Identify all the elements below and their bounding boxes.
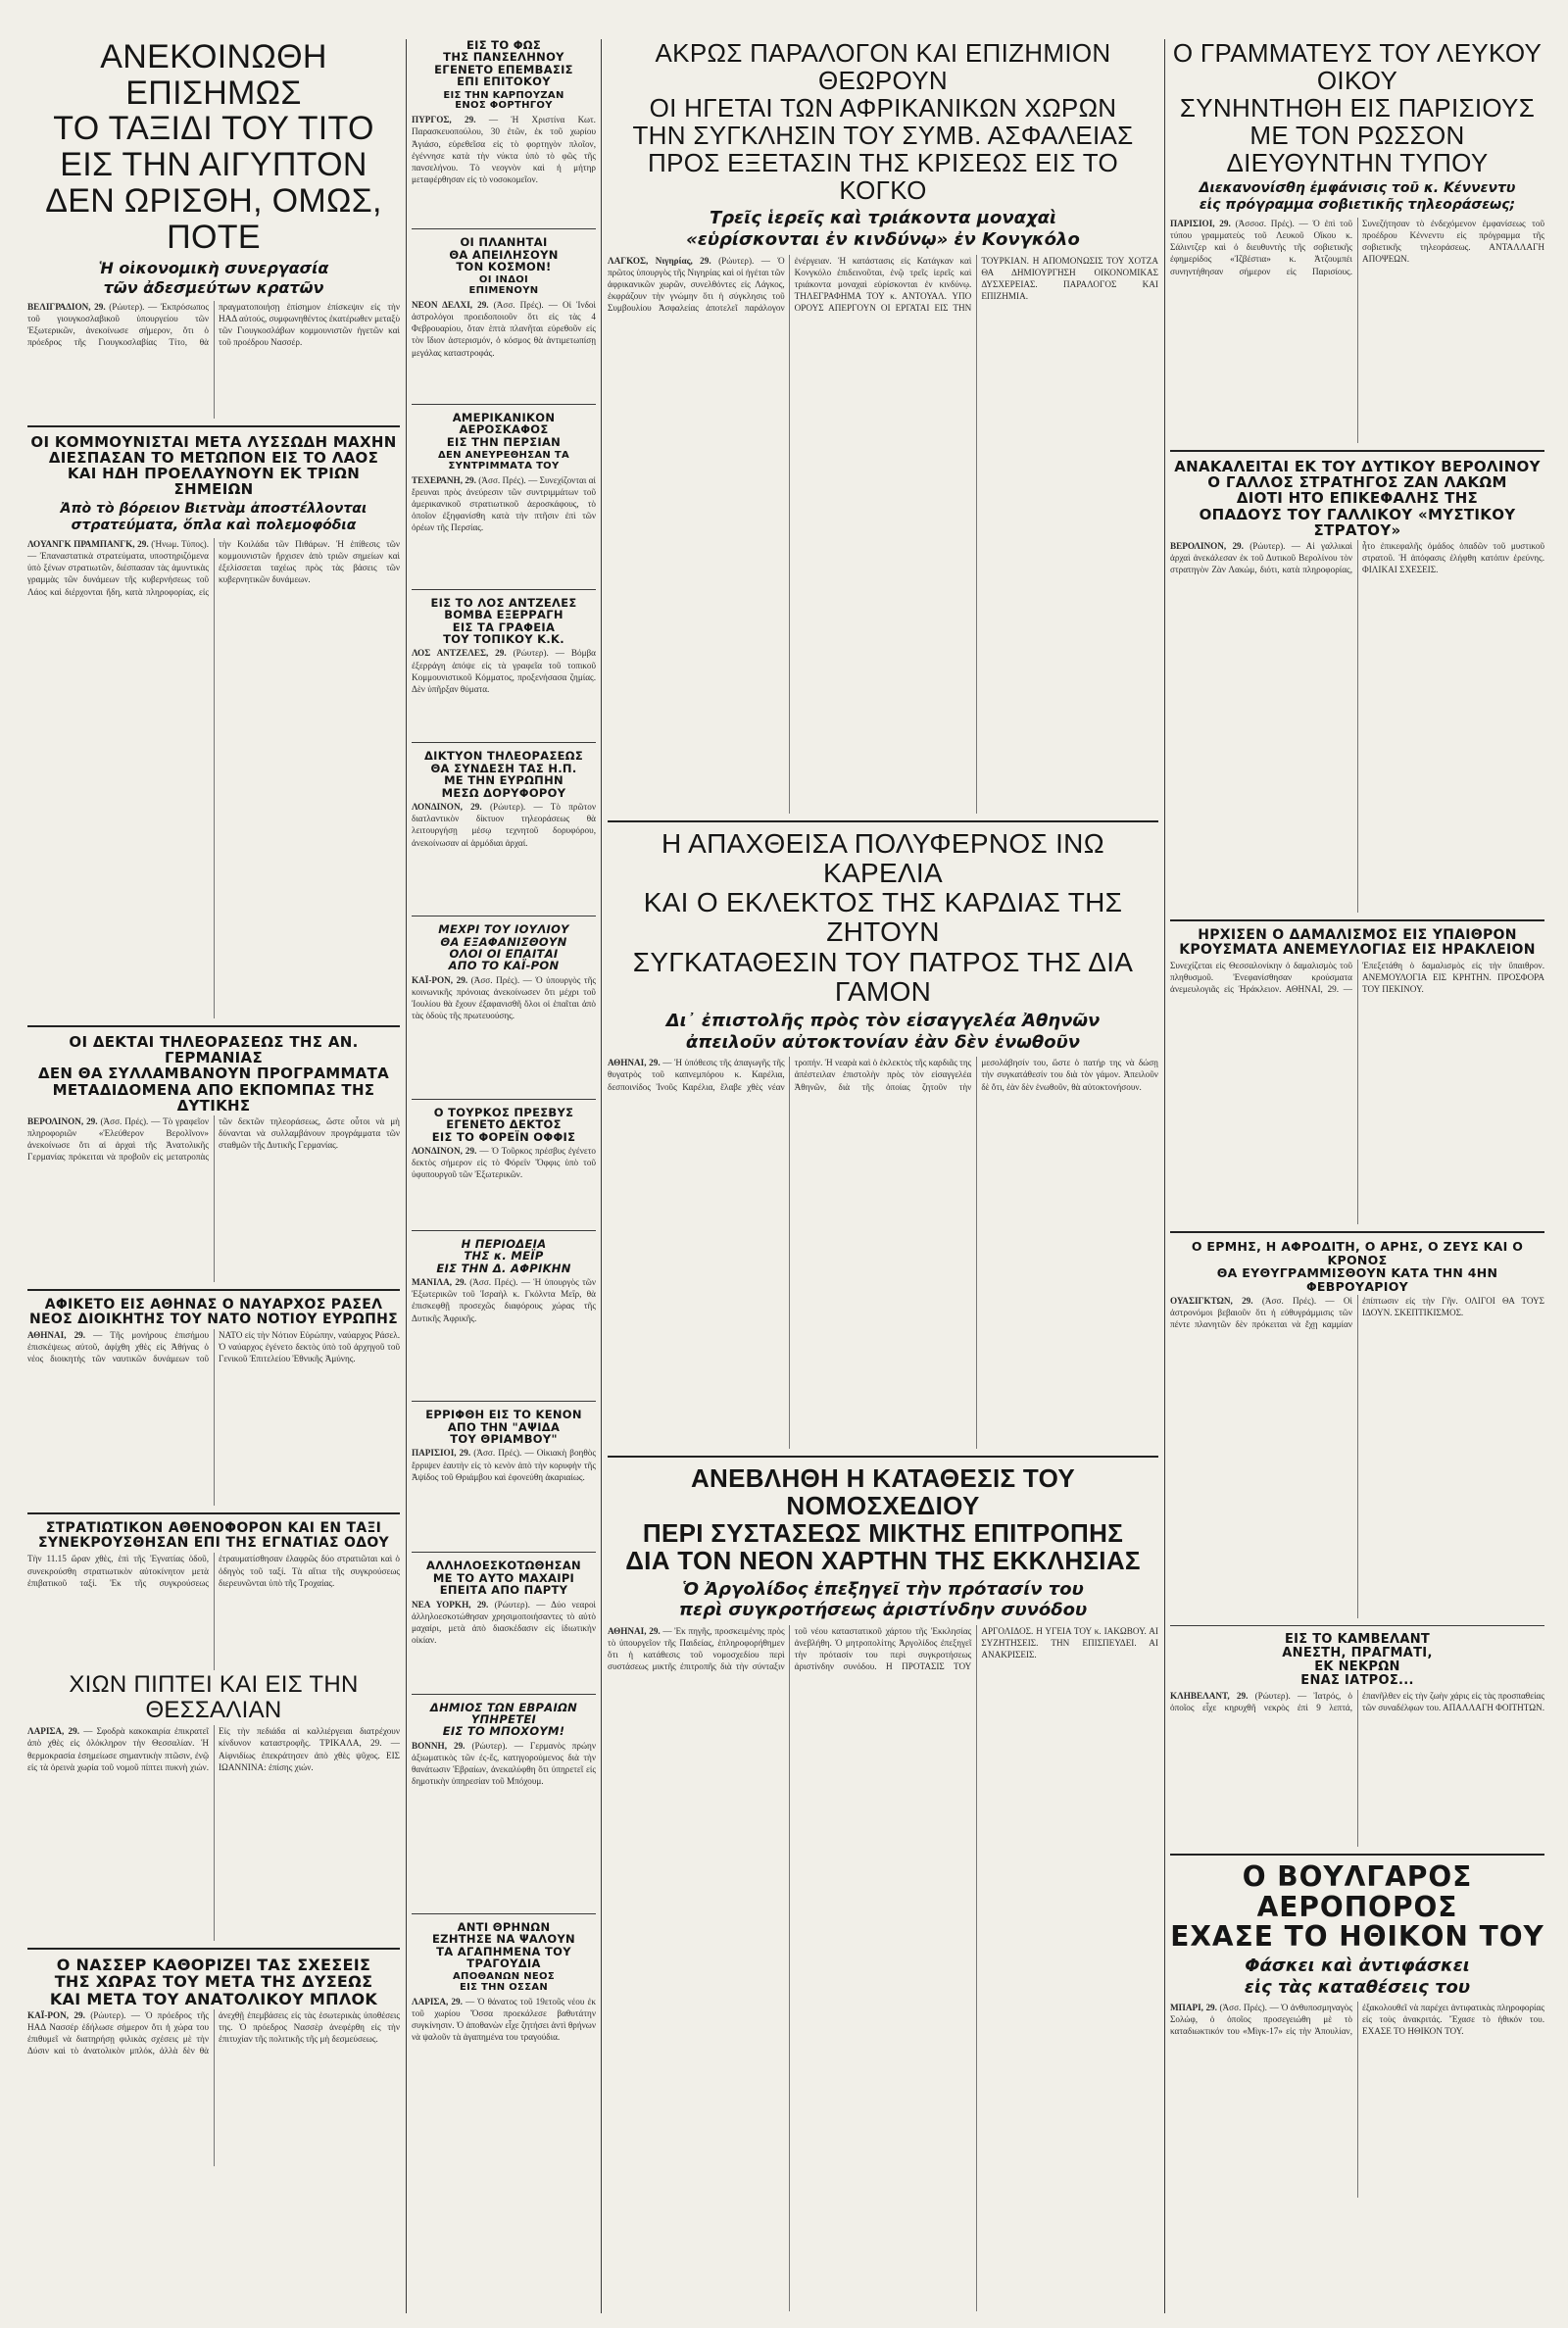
article-white-house: ΠΑΡΙΣΙΟΙ, 29. (Ἀσσοσ. Πρές). — Ὁ ἐπὶ τοῦ τύπου γραμματεὺς τοῦ Λευκοῦ Οἴκου κ. Σάλιντζερ καὶ ὁ διευθυντὴς τῆς σοβιετικῆς ἐφημερίδος «Ἰζβέστια» κ. Ἀτζουμπέι συνηντήθησαν σήμερον εἰς Παρισίους. Συνεζήτησαν τὸ ἐνδεχόμενον ἐμφανίσεως τοῦ προέδρου Κέννεντυ εἰς πρόγραμμα τῆς σοβιετικῆς τηλεοράσεως. ΑΝΤΑΛΛΑΓΗ ΑΠΟΨΕΩΝ. (1170, 218, 1544, 276)
headline-admiral-russel: ΑΦΙΚΕΤΟ ΕΙΣ ΑΘΗΝΑΣ Ο ΝΑΥΑΡΧΟΣ ΡΑΣΕΛ ΝΕΟΣ ΔΙΟΙΚΗΤΗΣ ΤΟΥ ΝΑΤΟ ΝΟΤΙΟΥ ΕΥΡΩΠΗΣ (29, 1296, 398, 1328)
article-admiral-russel: ΑΘΗΝΑΙ, 29. — Τῆς μονήρους ἐπισήμου ἐπισκέψεως αὐτοῦ, ἀφίχθη χθὲς εἰς Ἀθήνας ὁ νέος διοικητὴς τῶν ναυτικῶν δυνάμεων τοῦ ΝΑΤΟ εἰς τὴν Νότιον Εὐρώπην, ναύαρχος Ράσελ. Ὁ ναύαρχος ἐγένετο δεκτὸς ὑπὸ τοῦ ἀρχηγοῦ τοῦ Γενικοῦ Ἐπιτελείου Ἐθνικῆς Ἀμύνης. (27, 1330, 400, 1364)
headline-tv-satellite: ΔΙΚΤΥΟΝ ΤΗΛΕΟΡΑΣΕΩΣ ΘΑ ΣΥΝΔΕΣΗ ΤΑΣ Η.Π. ΜΕ ΤΗΝ ΕΥΡΩΠΗΝ ΜΕΣΩ ΔΟΡΥΦΟΡΟΥ (423, 749, 584, 800)
article-full-moon-birth: ΠΥΡΓΟΣ, 29. — Ἡ Χριστίνα Κωτ. Παρασκευοπούλου, 30 ἐτῶν, ἐκ τοῦ χωρίου Ἀγιάσο, εὑρεθεῖσα εἰς τὸ φορτηγὸν πλοῖον, ἐγέννησε κατὰ τὴν νύκτα ὑπὸ τὸ φῶς τῆς πανσελήνου. Τὸ νεογνὸν καὶ ἡ μήτηρ μεταφέρθησαν εἰς τὸ νοσοκομεῖον. (412, 115, 596, 184)
headline-africa: ΑΚΡΩΣ ΠΑΡΑΛΟΓΟΝ ΚΑΙ ΕΠΙΖΗΜΙΟΝ ΘΕΩΡΟΥΝ ΟΙ ΗΓΕΤΑΙ ΤΩΝ ΑΦΡΙΚΑΝΙΚΩΝ ΧΩΡΩΝ ΤΗΝ ΣΥΓΚΛΗΣΙΝ ΤΟΥ ΣΥΜΒ. ΑΣΦΑΛΕΙΑΣ ΠΡΟΣ ΕΞΕΤΑΣΙΝ ΤΗΣ ΚΡΙΣΕΩΣ ΕΙΣ ΤΟ ΚΟΓΚΟ (632, 39, 1134, 206)
subheadline-aircraft-persia: ΔΕΝ ΑΝΕΥΡΕΘΗΣΑΝ ΤΑ ΣΥΝΤΡΙΜΜΑΤΑ ΤΟΥ (437, 450, 569, 472)
divider (608, 820, 1158, 822)
article-cairo-beggars: ΚΑΪ-ΡΟΝ, 29. (Ἀσσ. Πρές). — Ὁ ὑπουργὸς τῆς κοινωνικῆς πρόνοιας ἀνεκοίνωσεν ὅτι μέχρι τοῦ Ἰουλίου θὰ ἔχουν ἐξαφανισθῆ ὅλοι οἱ ἐπαῖται ἀπὸ τὰς ὁδοὺς τῆς πρωτευούσης. (412, 974, 596, 1021)
headline-planet-alignment: Ο ΕΡΜΗΣ, Η ΑΦΡΟΔΙΤΗ, Ο ΑΡΗΣ, Ο ΖΕΥΣ ΚΑΙ Ο ΚΡΟΝΟΣ ΘΑ ΕΥΘΥΓΡΑΜΜΙΣΘΟΥΝ ΚΑΤΑ ΤΗΝ 4ΗΝ ΦΕΒΡΟΥΑΡΙΟΥ (1191, 1239, 1524, 1294)
article-berlin-general: ΒΕΡΟΛΙΝΟΝ, 29. (Ρώυτερ). — Αἱ γαλλικαὶ ἀρχαὶ ἀνεκάλεσαν ἐκ τοῦ Δυτικοῦ Βερολίνου τὸν στρατηγὸν Ζὰν Λακώμ, διότι, κατὰ πληροφορίας, ἦτο ἐπικεφαλῆς ὁμάδος ὀπαδῶν τοῦ μυστικοῦ στρατοῦ. Ἡ ἀπόφασις ἐλήφθη κατόπιν ἐρεύνης. ΦΙΛΙΚΑΙ ΣΧΕΣΕΙΣ. (1170, 540, 1544, 575)
article-bochum: ΒΟΝΝΗ, 29. (Ρώυτερ). — Γερμανὸς πρώην ἀξιωματικὸς τῶν ἐς-ἔς, κατηγορούμενος διὰ τὴν θανάτωσιν Ἑβραίων, ἀνεκαλύφθη ὅτι ὑπηρετεῖ εἰς δημοτικὴν ὑπηρεσίαν τοῦ Μπόχουμ. (412, 1740, 596, 1787)
headline-egnatia-crash: ΣΤΡΑΤΙΩΤΙΚΟΝ ΑΘΕΝΟΦΟΡΟΝ ΚΑΙ ΕΝ ΤΑΞΙ ΣΥΝΕΚΡΟΥΣΘΗΣΑΝ ΕΠΙ ΤΗΣ ΕΓΝΑΤΙΑΣ ΟΔΟΥ (37, 1520, 389, 1552)
headline-aircraft-persia: ΑΜΕΡΙΚΑΝΙΚΟΝ ΑΕΡΟΣΚΑΦΟΣ ΕΙΣ ΤΗΝ ΠΕΡΣΙΑΝ (446, 411, 562, 449)
headline-bochum: ΔΗΜΙΟΣ ΤΩΝ ΕΒΡΑΙΩΝ ΥΠΗΡΕΤΕΙ ΕΙΣ ΤΟ ΜΠΟΧΟΥΜ! (429, 1700, 578, 1739)
divider (412, 589, 596, 590)
headline-karelia: Η ΑΠΑΧΘΕΙΣΑ ΠΟΛΥΦΕΡΝΟΣ ΙΝΩ ΚΑΡΕΛΙΑ ΚΑΙ Ο ΕΚΛΕΚΤΟΣ ΤΗΣ ΚΑΡΔΙΑΣ ΤΗΣ ΖΗΤΟΥΝ ΣΥΓΚΑΤΑΘΕΣΙΝ ΤΟΥ ΠΑΤΡΟΣ ΤΗΣ ΔΙΑ ΓΑΜΟΝ (632, 827, 1134, 1007)
headline-bulgarian-pilot: Ο ΒΟΥΛΓΑΡΟΣ ΑΕΡΟΠΟΡΟΣ (1242, 1860, 1473, 1923)
subheadline-white-house: Διεκανονίσθη ἐμφάνισις τοῦ κ. Κέννεντυ εἰς πρόγραμμα σοβιετικῆς τηλεοράσεως; (1199, 180, 1516, 214)
divider (27, 1289, 400, 1291)
headline-church-bill: ΑΝΕΒΛΗΘΗ Η ΚΑΤΑΘΕΣΙΣ ΤΟΥ ΝΟΜΟΣΧΕΔΙΟΥ ΠΕΡΙ ΣΥΣΤΑΣΕΩΣ ΜΙΚΤΗΣ ΕΠΙΤΡΟΠΗΣ ΔΙΑ ΤΟΝ ΝΕΟΝ ΧΑΡΤΗΝ ΤΗΣ ΕΚΚΛΗΣΙΑΣ (625, 1463, 1141, 1576)
divider (1170, 450, 1544, 452)
newspaper-page (27, 39, 1544, 2313)
article-turkish-ambassador: ΛΟΝΔΙΝΟΝ, 29. — Ὁ Τοῦρκος πρέσβυς ἐγένετο δεκτὸς σήμερον εἰς τὸ Φόρεϊν Ὄφφις ὑπὸ τοῦ ὑφυπουργοῦ τῶν Ἐξωτερικῶν. (412, 1145, 596, 1180)
column-2 (412, 39, 596, 2313)
divider (1170, 919, 1544, 921)
article-planet-alignment: ΟΥΑΣΙΓΚΤΩΝ, 29. (Ἀσσ. Πρές). — Οἱ ἀστρονόμοι βεβαιοῦν ὅτι ἡ εὐθυγράμμισις τῶν πέντε πλανητῶν δὲν πρόκειται νὰ ἔχῃ καμμίαν ἐπίπτωσιν εἰς τὴν Γῆν. ΟΛΙΓΟΙ ΘΑ ΤΟΥΣ ΙΔΟΥΝ. ΣΚΕΠΤΙΚΙΣΜΟΣ. (1170, 1296, 1544, 1330)
divider (412, 742, 596, 743)
article-tv-satellite: ΛΟΝΔΙΝΟΝ, 29. (Ρώυτερ). — Τὸ πρῶτον διατλαντικὸν δίκτυον τηλεοράσεως θὰ λειτουργήσῃ μέσῳ τεχνητοῦ δορυφόρου, ἀνεκοίνωσαν αἱ ἁρμόδιαι ἀρχαί. (412, 802, 596, 848)
headline-smallpox: ΗΡΧΙΣΕΝ Ο ΔΑΜΑΛΙΣΜΟΣ ΕΙΣ ΥΠΑΙΘΡΟΝ ΚΡΟΥΣΜΑΤΑ ΑΝΕΜΕΥΛΟΓΙΑΣ ΕΙΣ ΗΡΑΚΛΕΙΟΝ (1179, 926, 1536, 959)
column-1 (27, 39, 400, 2313)
subheadline-bulgarian-pilot: Φάσκει καὶ ἀντιφάσκει εἰς τὰς καταθέσεις του (1244, 1955, 1471, 1998)
headline-white-house: Ο ΓΡΑΜΜΑΤΕΥΣ ΤΟΥ ΛΕΥΚΟΥ ΟΙΚΟΥ ΣΥΝΗΝΤΗΘΗ ΕΙΣ ΠΑΡΙΣΙΟΥΣ ΜΕ ΤΟΝ ΡΩΣΣΟΝ ΔΙΕΥΘΥΝΤΗΝ ΤΥΠΟΥ (1172, 39, 1543, 178)
headline-bomb-los-angeles: ΕΙΣ ΤΟ ΛΟΣ ΑΝΤΖΕΛΕΣ ΒΟΜΒΑ ΕΞΕΡΡΑΓΗ ΕΙΣ ΤΑ ΓΡΑΦΕΙΑ ΤΟΥ ΤΟΠΙΚΟΥ Κ.Κ. (430, 595, 577, 647)
divider (27, 425, 400, 427)
article-tito: ΒΕΛΙΓΡΑΔΙΟΝ, 29. (Ρώυτερ). — Ἐκπρόσωπος τοῦ γιουγκοσλαβικοῦ ὑπουργείου τῶν Ἐξωτερικῶν, ἀνεκοίνωσε σήμερον, ὅτι ὁ πρόεδρος τῆς Γιουγκοσλαβίας Τίτο, θὰ πραγματοποιήσῃ ἐπίσημον ἐπίσκεψιν εἰς τὴν ΗΑΔ αὐτούς, συμφωνηθέντος ἐκατέρωθεν μεταξὺ τῶν Γιουγκοσλάβων κομμουνιστῶν ἡγετῶν καὶ τοῦ προέδρου Νασσέρ. (27, 301, 400, 348)
subheadline-church-bill: Ὁ Ἀργολίδος ἐπεξηγεῖ τὴν πρότασίν του περὶ συγκροτήσεως ἀριστίνδην συνόδου (678, 1578, 1088, 1621)
article-cleveland-doctor: ΚΛΗΒΕΛΑΝΤ, 29. (Ρώυτερ). — Ἰατρός, ὁ ὁποῖος εἶχε κηρυχθῆ νεκρὸς ἐπὶ 9 λεπτά, ἐπανῆλθεν εἰς τὴν ζωὴν χάρις εἰς τὰς προσπαθείας τῶν συναδέλφων του. ΑΠΑΛΛΑΓΗ ΦΟΙΤΗΤΩΝ. (1170, 1691, 1544, 1713)
headline-bulgarian-pilot-2: ΕΧΑΣΕ ΤΟ ΗΘΙΚΟΝ ΤΟΥ (1170, 1919, 1544, 1953)
article-songs: ΛΑΡΙΣΑ, 29. — Ὁ θάνατος τοῦ 19ετοῦς νέου ἐκ τοῦ χωρίου Ὄσσα προεκάλεσε βαθυτάτην συγκίνησιν. Ὁ ἀποθανὼν εἶχε ζητήσει ἀντὶ θρήνων νὰ ψαλοῦν τὰ ἀγαπημένα του τραγούδια. (412, 1997, 596, 2043)
headline-cleveland-doctor: ΕΙΣ ΤΟ ΚΑΜΒΕΛΑΝΤ ΑΝΕΣΤΗ, ΠΡΑΓΜΑΤΙ, ΕΚ ΝΕΚΡΩΝ ΕΝΑΣ ΙΑΤΡΟΣ... (1282, 1632, 1433, 1689)
divider (27, 1025, 400, 1027)
subheadline-songs: ΑΠΟΘΑΝΩΝ ΝΕΟΣ ΕΙΣ ΤΗΝ ΟΣΣΑΝ (452, 1971, 555, 1994)
divider (412, 1913, 596, 1914)
subheadline-planets: ΟΙ ΙΝΔΟΙ ΕΠΙΜΕΝΟΥΝ (468, 274, 539, 297)
article-arc-de-triomphe: ΠΑΡΙΣΙΟΙ, 29. (Ἀσσ. Πρές). — Οἰκιακὴ βοηθὸς ἔρριψεν ἑαυτὴν εἰς τὸ κενὸν ἀπὸ τὴν κορυφὴν τῆς Ἀψίδος τοῦ Θριάμβου καὶ ἐφονεύθη ἀκαριαίως. (412, 1448, 596, 1482)
subheadline-laos: Ἀπὸ τὸ βόρειον Βιετνὰμ ἀποστέλλονται στρατεύματα, ὅπλα καὶ πολεμοφόδια (60, 501, 368, 534)
divider (412, 1401, 596, 1402)
article-nasser: ΚΑΪ-ΡΟΝ, 29. (Ρώυτερ). — Ὁ πρόεδρος τῆς ΗΑΔ Νασσέρ ἐδήλωσε σήμερον ὅτι ἡ χώρα του ἐπιθυμεῖ νὰ διατηρήσῃ φιλικὰς σχέσεις μὲ τὴν Δύσιν καὶ τὸ ἀνατολικὸν μπλόκ, ἀλλὰ δὲν θὰ ἀνεχθῇ ἐπεμβάσεις εἰς τὰς ἐσωτερικὰς ὑποθέσεις της. Ὁ πρόεδρος Νασσὲρ ἀνεφέρθη εἰς τὴν ἐπιτυχίαν τῆς πολιτικῆς τῆς μὴ δεσμεύσεως. (27, 2010, 400, 2056)
article-snow-thessaly: ΛΑΡΙΣΑ, 29. — Σφοδρὰ κακοκαιρία ἐπικρατεῖ ἀπὸ χθὲς εἰς ὁλόκληρον τὴν Θεσσαλίαν. Ἡ θερμοκρασία ἐσημείωσε σημαντικὴν πτῶσιν, ἐνῷ εἰς τὰ ὀρεινὰ χωρία τοῦ νομοῦ πίπτει πυκνὴ χιών. Εἰς τὴν πεδιάδα αἱ καλλιέργειαι διατρέχουν κίνδυνον καταστροφῆς. ΤΡΙΚΑΛΑ, 29. — Αἰφνιδίως ἐπεκράτησεν ἀπὸ χθὲς ψῦχος. ΕΙΣ ΙΩΑΝΝΙΝΑ: ἐπίσης χιών. (27, 1726, 400, 1772)
divider (1170, 1854, 1544, 1856)
headline-east-germany-tv: ΟΙ ΔΕΚΤΑΙ ΤΗΛΕΟΡΑΣΕΩΣ ΤΗΣ ΑΝ. ΓΕΡΜΑΝΙΑΣ ΔΕΝ ΘΑ ΣΥΛΛΑΜΒΑΝΟΥΝ ΠΡΟΓΡΑΜΜΑΤΑ ΜΕΤΑΔΙΔΟΜΕΝΑ ΑΠΟ ΕΚΠΟΜΠΑΣ ΤΗΣ ΔΥΤΙΚΗΣ (37, 1033, 390, 1114)
article-aircraft-persia: ΤΕΧΕΡΑΝΗ, 29. (Ἀσσ. Πρές). — Συνεχίζονται αἱ ἔρευναι πρὸς ἀνεύρεσιν τῶν συντριμμάτων τοῦ ἀμερικανικοῦ στρατιωτικοῦ ἀεροσκάφους, τὸ ὁποῖον ἐξηφανίσθη κατὰ τὴν πτῆσιν ἐπὶ τῶν ὀρέων τῆς Περσίας. (412, 474, 596, 533)
headline-laos: ΟΙ ΚΟΜΜΟΥΝΙΣΤΑΙ ΜΕΤΑ ΛΥΣΣΩΔΗ ΜΑΧΗΝ ΔΙΕΣΠΑΣΑΝ ΤΟ ΜΕΤΩΠΟΝ ΕΙΣ ΤΟ ΛΑΟΣ ΚΑΙ ΗΔΗ ΠΡΟΕΛΑΥΝΟΥΝ ΕΚ ΤΡΙΩΝ ΣΗΜΕΙΩΝ (30, 432, 397, 499)
divider (412, 1230, 596, 1231)
article-smallpox: Συνεχίζεται εἰς Θεσσαλονίκην ὁ δαμαλισμὸς τοῦ πληθυσμοῦ. Ἐνεφανίσθησαν κρούσματα ἀνεμευλογιᾶς εἰς Ἡράκλειον. ΑΘΗΝΑΙ, 29. — Ἐπεξετάθη ὁ δαμαλισμὸς εἰς τὴν ὕπαιθρον. ΑΝΕΜΟΥΛΟΓΙΑ ΕΙΣ ΚΡΗΤΗΝ. ΠΡΟΣΦΟΡΑ ΤΟΥ ΠΕΚΙΝΟΥ. (1170, 961, 1544, 995)
divider (27, 1512, 400, 1514)
article-church-bill: ΑΘΗΝΑΙ, 29. — Ἐκ πηγῆς, προσκειμένης πρὸς τὸ ὑπουργεῖον τῆς Παιδείας, ἐπληροφορήθημεν ὅτι ἡ κατάθεσις τοῦ νομοσχεδίου περὶ συστάσεως μικτῆς ἐπιτροπῆς διὰ τὴν σύνταξιν τοῦ νέου καταστατικοῦ χάρτου τῆς Ἐκκλησίας ἀνεβλήθη. Ὁ μητροπολίτης Ἀργολίδος ἐπεξηγεῖ τὴν πρότασίν του περὶ συγκροτήσεως ἀριστίνδην συνόδου. Η ΠΡΟΤΑΣΙΣ ΤΟΥ ΑΡΓΟΛΙΔΟΣ. Η ΥΓΕΙΑ ΤΟΥ κ. ΙΑΚΩΒΟΥ. ΑΙ ΣΥΖΗΤΗΣΕΙΣ. ΤΗΝ ΕΠΙΣΠΕΥΔΕΙ. ΑΙ ΑΝΑΚΡΙΣΕΙΣ. (608, 1625, 1158, 1672)
article-east-germany-tv: ΒΕΡΟΛΙΝΟΝ, 29. (Ἀσσ. Πρές). — Τὸ γραφεῖον πληροφοριῶν «Ἐλεύθερον Βερολῖνον» ἀνεκοίνωσε ὅτι αἱ ἀρχαὶ τῆς Ἀνατολικῆς Γερμανίας πρόκειται νὰ προβοῦν εἰς μετατροπὰς τῶν δεκτῶν τηλεοράσεως, ὥστε οὗτοι νὰ μὴ δύνανται νὰ συλλαμβάνουν προγράμματα τῶν σταθμῶν τῆς Δυτικῆς Γερμανίας. (27, 1115, 400, 1163)
headline-tito: ΑΝΕΚΟΙΝΩΘΗ ΕΠΙΣΗΜΩΣ ΤΟ ΤΑΞΙΔΙ ΤΟΥ ΤΙΤΟ ΕΙΣ ΤΗΝ ΑΙΓΥΠΤΟΝ ΔΕΝ ΩΡΙΣΘΗ, ΟΜΩΣ, ΠΟΤΕ (45, 39, 382, 256)
headline-full-moon-birth: ΕΙΣ ΤΟ ΦΩΣ ΤΗΣ ΠΑΝΣΕΛΗΝΟΥ ΕΓΕΝΕΤΟ ΕΠΕΜΒΑΣΙΣ ΕΠΙ ΕΠΙΤΟΚΟΥ (434, 39, 573, 89)
headline-arc-de-triomphe: ΕΡΡΙΦΘΗ ΕΙΣ ΤΟ ΚΕΝΟΝ ΑΠΟ ΤΗΝ "ΑΨΙΔΑ ΤΟΥ ΘΡΙΑΜΒΟΥ" (425, 1408, 582, 1446)
divider (608, 1456, 1158, 1458)
column-rule (1164, 39, 1165, 2313)
subheadline-karelia: Δι᾿ ἐπιστολῆς πρὸς τὸν εἰσαγγελέα Ἀθηνῶν ἀπειλοῦν αὐτοκτονίαν ἐὰν δὲν ἑνωθοῦν (665, 1011, 1101, 1053)
headline-turkish-ambassador: Ο ΤΟΥΡΚΟΣ ΠΡΕΣΒΥΣ ΕΓΕΝΕΤΟ ΔΕΚΤΟΣ ΕΙΣ ΤΟ ΦΟΡΕΪΝ ΟΦΦΙΣ (431, 1105, 576, 1144)
column-3 (608, 39, 1158, 2313)
column-4 (1170, 39, 1544, 2313)
article-bulgarian-pilot: ΜΠΑΡΙ, 29. (Ἀσσ. Πρές). — Ὁ ἀνθυποσμηναγὸς Σολώφ, ὁ ὁποῖος προσεγειώθη μὲ τὸ καταδιωκτικόν του «Μὶγκ-17» εἰς τὴν Ἀπουλίαν, ἐξακολουθεῖ νὰ παρέχει ἀντιφατικὰς πληροφορίας εἰς τοὺς ἀνακριτάς. Ἔχασε τὸ ἠθικόν του. ΕΧΑΣΕ ΤΟ ΗΘΙΚΟΝ ΤΟΥ. (1170, 2003, 1544, 2037)
article-meir-tour: ΜΑΝΙΛΑ, 29. (Ἀσσ. Πρές). — Ἡ ὑπουργὸς τῶν Ἐξωτερικῶν τοῦ Ἰσραὴλ κ. Γκόλντα Μεΐρ, θὰ ἐπισκεφθῇ προσεχῶς διαφόρους χώρας τῆς Δυτικῆς Ἀφρικῆς. (412, 1277, 596, 1323)
article-egnatia-crash: Τὴν 11.15 ὥραν χθὲς, ἐπὶ τῆς Ἐγνατίας ὁδοῦ, συνεκρούσθη στρατιωτικὸν αὐτοκίνητον μετὰ ἐπιβατικοῦ ταξί. Ἐκ τῆς συγκρούσεως ἐτραυματίσθησαν ἐλαφρῶς δύο στρατιῶται καὶ ὁ ὁδηγὸς τοῦ ταξί. Τὰ αἴτια τῆς συγκρούσεως διερευνῶνται ὑπὸ τῆς Τροχαίας. (27, 1554, 400, 1588)
headline-snow-thessaly: ΧΙΩΝ ΠΙΠΤΕΙ ΚΑΙ ΕΙΣ ΤΗΝ ΘΕΣΣΑΛΙΑΝ (69, 1671, 359, 1724)
headline-berlin-general: ΑΝΑΚΑΛΕΙΤΑΙ ΕΚ ΤΟΥ ΔΥΤΙΚΟΥ ΒΕΡΟΛΙΝΟΥ Ο ΓΑΛΛΟΣ ΣΤΡΑΤΗΓΟΣ ΖΑΝ ΛΑΚΩΜ ΔΙΟΤΙ ΗΤΟ ΕΠΙΚΕΦΑΛΗΣ ΤΗΣ ΟΠΑΔΟΥΣ ΤΟΥ ΓΑΛΛΙΚΟΥ «ΜΥΣΤΙΚΟΥ ΣΤΡΑΤΟΥ» (1174, 457, 1541, 539)
article-bomb-los-angeles: ΛΟΣ ΑΝΤΖΕΛΕΣ, 29. (Ρώυτερ). — Βόμβα ἐξερράγη ἀπόψε εἰς τὰ γραφεῖα τοῦ τοπικοῦ Κομμουνιστικοῦ Κόμματος, προξενήσασα ζημίας. Δὲν ὑπῆρξαν θύματα. (412, 648, 596, 694)
divider (412, 1552, 596, 1553)
article-karelia: ΑΘΗΝΑΙ, 29. — Ἡ ὑπόθεσις τῆς ἀπαγωγῆς τῆς θυγατρὸς τοῦ καπνεμπόρου κ. Καρέλια, δεσποινίδος Ἰνοῦς Καρέλια, ἔλαβε χθὲς νέαν τροπήν. Ἡ νεαρὰ καὶ ὁ ἐκλεκτὸς τῆς καρδιᾶς της ἀπέστειλαν ἐπιστολὴν πρὸς τὸν εἰσαγγελέα Ἀθηνῶν, διὰ τῆς ὁποίας ζητοῦν τὴν μεσολάβησίν του, ὥστε ὁ πατήρ της νὰ δώσῃ τὴν συγκατάθεσίν του διὰ τὸν γάμον. Ἀπειλοῦν δὲ ὅτι, ἐὰν δὲν ἑνωθοῦν, θὰ αὐτοκτονήσουν. (608, 1058, 1158, 1092)
divider (1170, 1625, 1544, 1626)
subheadline-tito: Ἡ οἰκονομικὴ συνεργασία τῶν ἀδεσμεύτων κρατῶν (98, 259, 329, 297)
article-knife-party: ΝΕΑ ΥΟΡΚΗ, 29. (Ρώυτερ). — Δύο νεαροὶ ἀλληλοεσκοτώθησαν χρησιμοποιήσαντες τὸ αὐτὸ μαχαίρι, μετὰ ἀπὸ διασκέδασιν εἰς ἰδιωτικὴν οἰκίαν. (412, 1599, 596, 1646)
divider (412, 1099, 596, 1100)
divider (412, 1694, 596, 1695)
headline-songs: ΑΝΤΙ ΘΡΗΝΩΝ ΕΖΗΤΗΣΕ ΝΑ ΨΑΛΟΥΝ ΤΑ ΑΓΑΠΗΜΕΝΑ ΤΟΥ ΤΡΑΓΟΥΔΙΑ (432, 1919, 575, 1971)
article-africa: ΛΑΓΚΟΣ, Νιγηρίας, 29. (Ρώυτερ). — Ὁ πρῶτος ὑπουργὸς τῆς Νιγηρίας καὶ οἱ ἡγέται τῶν ἀφρικανικῶν χωρῶν, συνελθόντες εἰς Λάγκος, ἐκφράζουν τὴν γνώμην ὅτι ἡ σύγκλησις τοῦ Συμβουλίου Ἀσφαλείας ἀποτελεῖ παράλογον ἐνέργειαν. Ἡ κατάστασις εἰς Κατάγκαν καὶ Κονγκόλο ἐπιδεινοῦται, ἐνῷ τρεῖς ἱερεῖς καὶ τριάκοντα μοναχαὶ εὑρίσκονται ἐν κινδύνῳ. ΤΗΛΕΓΡΑΦΗΜΑ ΤΟΥ κ. ΑΝΤΟΥΑΛ. ΥΠΟ ΟΡΟΥΣ ΑΠΕΡΓΟΥΝ ΟΙ ΕΡΓΑΤΑΙ ΕΙΣ ΤΗΝ ΤΟΥΡΚΙΑΝ. Η ΑΠΟΜΟΝΩΣΙΣ ΤΟΥ ΧΟΤΖΑ ΘΑ ΔΗΜΙΟΥΡΓΗΣΗ ΟΙΚΟΝΟΜΙΚΑΣ ΔΥΣΧΕΡΕΙΑΣ. ΠΑΡΑΛΟΓΟΣ ΚΑΙ ΕΠΙΖΗΜΙΑ. (608, 255, 1158, 314)
article-laos: ΛΟΥΑΝΓΚ ΠΡΑΜΠΑΝΓΚ, 29. (Ἡνωμ. Τύπος). — Ἐπαναστατικὰ στρατεύματα, υποστηριζόμενα ὑπὸ ξένων στρατιωτῶν, διέσπασαν τὰς ἀμυντικὰς γραμμὰς τῶν δυνάμεων τῆς κυβερνήσεως τοῦ Λάος καὶ διέρχονται ἤδη, κατὰ πληροφορίας, εἰς τὴν Κοιλάδα τῶν Πιθάρων. Ἡ ἐπίθεσις τῶν κομμουνιστῶν ἤρχισεν ἀπὸ τριῶν σημείων καὶ ἐξελίσσεται ταχέως πρὸς τὰς βάσεις τῶν κυβερνητικῶν δυνάμεων. (27, 539, 400, 597)
divider (412, 228, 596, 229)
headline-cairo-beggars: ΜΕΧΡΙ ΤΟΥ ΙΟΥΛΙΟΥ ΘΑ ΕΞΑΦΑΝΙΣΘΟΥΝ ΟΛΟΙ ΟΙ ΕΠΑΙΤΑΙ ΑΠΟ ΤΟ ΚΑΪ-ΡΟΝ (438, 922, 569, 973)
subheadline-full-moon-birth: ΕΙΣ ΤΗΝ ΚΑΡΠΟΥΖΑΝ ΕΝΟΣ ΦΟΡΤΗΓΟΥ (443, 89, 564, 112)
divider (27, 1948, 400, 1950)
headline-meir-tour: Η ΠΕΡΙΟΔΕΙΑ ΤΗΣ κ. ΜΕΪΡ ΕΙΣ ΤΗΝ Δ. ΑΦΡΙΚΗΝ (436, 1236, 571, 1275)
divider (412, 404, 596, 405)
headline-nasser: Ο ΝΑΣΣΕΡ ΚΑΘΟΡΙΖΕΙ ΤΑΣ ΣΧΕΣΕΙΣ ΤΗΣ ΧΩΡΑΣ ΤΟΥ ΜΕΤΑ ΤΗΣ ΔΥΣΕΩΣ ΚΑΙ ΜΕΤΑ ΤΟΥ ΑΝΑΤΟΛΙΚΟΥ ΜΠΛΟΚ (49, 1956, 378, 2008)
column-rule (406, 39, 407, 2313)
article-planets: ΝΕΟΝ ΔΕΛΧΙ, 29. (Ἀσσ. Πρές). — Οἱ Ἰνδοὶ ἀστρολόγοι προειδοποιοῦν ὅτι εἰς τὰς 4 Φεβρουαρίου, ὅταν ἑπτὰ πλανῆται εὑρεθοῦν εἰς τὸν ἴδιον ἀστερισμόν, ὁ κόσμος θὰ ἀντιμετωπίσῃ μεγάλας καταστροφάς. (412, 300, 596, 358)
headline-knife-party: ΑΛΛΗΛΟΕΣΚΟΤΩΘΗΣΑΝ ΜΕ ΤΟ ΑΥΤΟ ΜΑΧΑΙΡΙ ΕΠΕΙΤΑ ΑΠΟ ΠΑΡΤΥ (426, 1559, 581, 1598)
divider (1170, 1231, 1544, 1233)
column-rule (601, 39, 602, 2313)
headline-planets: ΟΙ ΠΛΑΝΗΤΑΙ ΘΑ ΑΠΕΙΛΗΣΟΥΝ ΤΟΝ ΚΟΣΜΟΝ! (449, 235, 559, 274)
subheadline-africa: Τρεῖς ἱερεῖς καὶ τριάκοντα μοναχαὶ «εὑρίσκονται ἐν κινδύνῳ» ἐν Κονγκόλο (686, 208, 1080, 251)
